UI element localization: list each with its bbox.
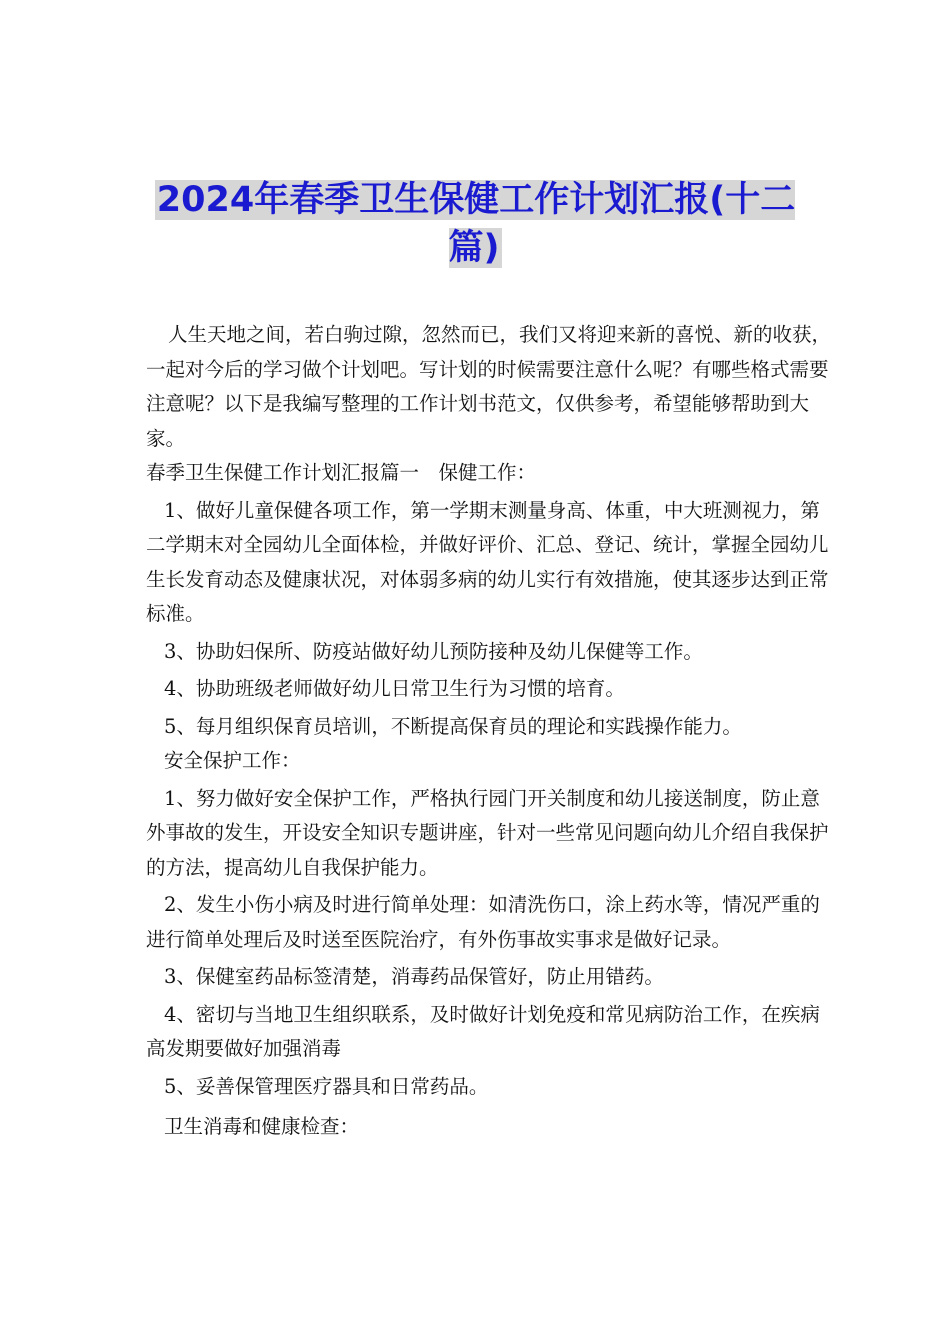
document-body: [146, 318, 836, 1145]
safety-item-1: 1、努力做好安全保护工作，严格执行园门开关制度和幼儿接送制度，防止意外事故的发生，开设安全知识专题讲座，针对一些常见问题向幼儿介绍自我保护的方法，提高幼儿自我保护能力。: [146, 786, 829, 879]
safety-item-3: 3、保健室药品标签清楚，消毒药品保管好，防止用错药。: [164, 965, 664, 988]
health-item-4: 4、协助班级老师做好幼儿日常卫生行为习惯的培育。: [164, 677, 625, 700]
document-title: [140, 176, 810, 272]
health-item-3: 3、协助妇保所、防疫站做好幼儿预防接种及幼儿保健等工作。: [164, 639, 703, 663]
section-heading-safety: 安全保护工作：: [164, 749, 301, 772]
safety-item-5: 5、妥善保管理医疗器具和日常药品。: [164, 1074, 489, 1098]
section-heading-health-work: 春季卫生保健工作计划汇报篇一 保健工作：: [146, 461, 537, 484]
health-item-1: 1、做好儿童保健各项工作，第一学期末测量身高、体重，中大班测视力，第二学期末对全园幼儿全面体检，并做好评价、汇总、登记、统计，掌握全园幼儿生长发育动态及健康状况，对体弱多病的幼儿实行有效措施，使其逐步达到正常标准。: [146, 498, 829, 625]
safety-item-2: 2、发生小伤小病及时进行简单处理：如清洗伤口，涂上药水等，情况严重的进行简单处理后及时送至医院治疗，有外伤事故实事求是做好记录。: [146, 893, 820, 951]
document-title-text: 2024年春季卫生保健工作计划汇报(十二篇): [156, 180, 796, 268]
intro-paragraph: 人生天地之间，若白驹过隙，忽然而已，我们又将迎来新的喜悦、新的收获，一起对今后的学习做个计划吧。写计划的时候需要注意什么呢？有哪些格式需要注意呢？以下是我编写整理的工作计划书范文，仅供参考，希望能够帮助到大家。: [146, 323, 832, 450]
section-heading-hygiene: 卫生消毒和健康检查：: [164, 1115, 360, 1138]
safety-item-4: 4、密切与当地卫生组织联系，及时做好计划免疫和常见病防治工作，在疾病高发期要做好加强消毒: [146, 1002, 820, 1060]
health-item-5: 5、每月组织保育员培训，不断提高保育员的理论和实践操作能力。: [164, 714, 742, 738]
